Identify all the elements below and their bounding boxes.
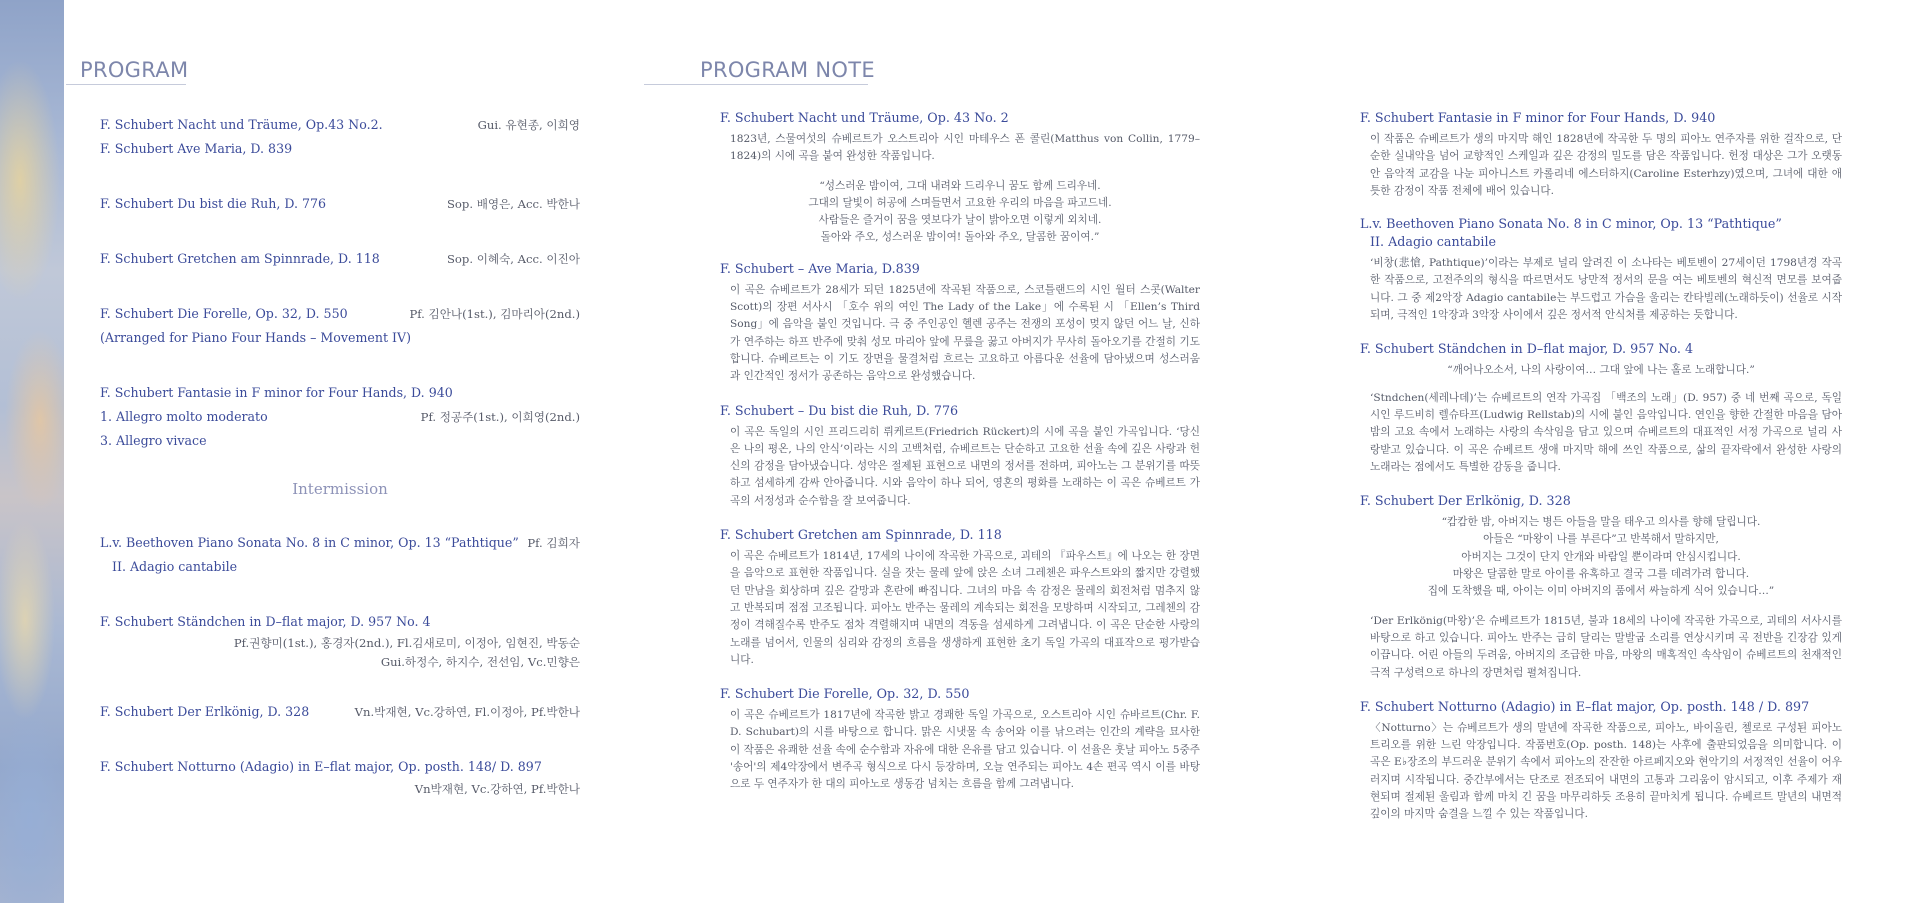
quote-line: 사람들은 즐거이 꿈을 엿보다가 날이 밝아오면 이렇게 외치네.	[818, 214, 1102, 227]
program-line	[100, 755, 580, 779]
program-note-heading: PROGRAM NOTE	[700, 58, 875, 82]
decorative-painting-strip	[0, 0, 64, 903]
program-title: F. Schubert Der Erlkönig, D. 328	[100, 704, 310, 719]
program-performer: Pf. 김안나(1st.), 김마리아(2nd.)	[409, 307, 580, 321]
program-performer: Pf.권향미(1st.), 홍경자(2nd.), Fl.김새로미, 이정아, 임현진, 박동순	[233, 636, 580, 650]
program-note-heading-rule	[644, 84, 868, 85]
note-title: F. Schubert Nacht und Träume, Op. 43 No. 2	[720, 110, 1009, 125]
program-line	[100, 700, 580, 724]
program-list	[100, 113, 580, 830]
note-body: ‘Der Erlkönig(마왕)’은 슈베르트가 1815년, 불과 18세의 나이에 작곡한 가곡으로, 괴테의 서사시를 바탕으로 하고 있습니다. 피아노 반주는 급히 달리는 말발굽 소리를 연상시키며 곡 전반을 긴장감 있게 이끕니다. 어린 아들의 두려움, 아버지의 조급한 마음, 마왕의 매혹적인 속삭임이 슈베르트의 천재적인 극적 구성력으로 하나의 장면처럼 펼쳐집니다.	[1370, 614, 1842, 679]
program-note-column-1	[720, 108, 1200, 809]
program-title: 1. Allegro molto moderato	[100, 409, 268, 424]
program-item	[100, 381, 580, 453]
program-line	[100, 405, 580, 429]
note-quote	[1360, 514, 1842, 600]
note-subtitle: II. Adagio cantabile	[1370, 234, 1497, 250]
program-heading-rule	[66, 84, 186, 85]
program-line	[100, 555, 580, 579]
program-line	[100, 113, 580, 137]
program-line	[100, 247, 580, 271]
program-title: II. Adagio cantabile	[112, 559, 238, 574]
note-title: F. Schubert Ständchen in D–flat major, D. 957 No. 4	[1360, 341, 1694, 357]
note-body: ‘Stndchen(세레나데)’는 슈베르트의 연작 가곡집 「백조의 노래」(D. 957) 중 네 번째 곡으로, 독일 시인 루드비히 렐슈타프(Ludwig Rellstab)의 시에 붙인 음악입니다. 연인을 향한 간절한 마음을 담아 밤의 고요 속에서 노래하는 사랑의 속삭임을 담고 있으며 슈베르트의 대표적인 서정 가곡으로 널리 사랑받고 있습니다. 이 곡은 슈베르트 생애 마지막 해에 쓰인 작품으로, 삶의 끝자락에서 완성한 사랑의 노래라는 점에서도 특별한 감동을 줍니다.	[1370, 391, 1842, 473]
program-title: 3. Allegro vivace	[100, 433, 207, 448]
note-body: 이 곡은 슈베르트가 28세가 되던 1825년에 작곡된 작품으로, 스코틀랜드의 시인 월터 스콧(Walter Scott)의 장편 서사시 「호수 위의 여인 The Lady of the Lake」에 수록된 시 「Ellen’s Third Song」에 음악을 붙인 것입니다. 극 중 주인공인 헬렌 공주는 전쟁의 포성이 멎지 않던 어느 날, 신하가 연주하는 하프 반주에 맞춰 성모 마리아 앞에 무릎을 꿇고 아버지가 무사히 돌아오기를 간절히 기도합니다. 슈베르트는 이 기도 장면을 물결처럼 흐르는 고요하고 아름다운 선율에 담아냈으며 성스러움과 인간적인 정서가 공존하는 음악으로 완성했습니다.	[730, 283, 1200, 383]
program-title: F. Schubert Nacht und Träume, Op.43 No.2.	[100, 117, 383, 132]
program-item	[100, 700, 580, 724]
program-performer: Pf. 정공주(1st.), 이희영(2nd.)	[420, 410, 580, 424]
note-title: F. Schubert Der Erlkönig, D. 328	[1360, 493, 1571, 509]
quote-line: 아버지는 그것이 단지 안개와 바람일 뿐이라며 안심시킵니다.	[1461, 550, 1741, 563]
program-title: F. Schubert Ave Maria, D. 839	[100, 141, 293, 156]
program-title: F. Schubert Notturno (Adagio) in E–flat major, Op. posth. 148/ D. 897	[100, 759, 542, 774]
program-performer: Gui.하정수, 하지수, 전선임, Vc.민향은	[380, 655, 580, 669]
program-performer: Sop. 배영은, Acc. 박한나	[446, 197, 580, 211]
program-line	[100, 610, 580, 634]
note-body: 이 곡은 슈베르트가 1814년, 17세의 나이에 작곡한 가곡으로, 괴테의 『파우스트』에 나오는 한 장면을 음악으로 표현한 작품입니다. 실을 잣는 물레 앞에 앉은 소녀 그레첸은 파우스트와의 짧지만 강렬했던 만남을 회상하며 깊은 갈망과 혼란에 빠집니다. 그녀의 마음 속 감정은 물레의 회전처럼 멈추지 않고 반복되며 점점 고조됩니다. 피아노 반주는 물레의 계속되는 회전을 모방하며 시작되고, 그레첸의 감정이 격해질수록 반주도 점차 격렬해지며 내면의 격동을 섬세하게 그려냅니다. 이 곡은 단순한 사랑의 노래를 넘어서, 인물의 심리와 감정의 흐름을 생생하게 표현한 초기 독일 가곡의 대표작으로 평가받습니다.	[730, 550, 1200, 666]
program-performer: Sop. 이혜숙, Acc. 이진아	[446, 252, 580, 266]
program-title: F. Schubert Fantasie in F minor for Four Hands, D. 940	[100, 385, 453, 400]
program-line	[100, 302, 580, 326]
program-title: F. Schubert Ständchen in D–flat major, D. 957 No. 4	[100, 614, 431, 629]
program-item	[100, 192, 580, 216]
note-body: ‘비창(悲愴, Pathtique)’이라는 부제로 널리 알려진 이 소나타는 베토벤이 27세이던 1798년경 작곡한 작품으로, 고전주의의 형식을 따르면서도 낭만적 정서의 문을 여는 베토벤의 혁신적 면모를 보여줍니다. 그 중 제2악장 Adagio cantabile는 부드럽고 가슴을 울리는 칸타빌레(노래하듯이) 선율로 시작되며, 극적인 1악장과 3악장 사이에서 깊은 정서적 안식처를 제공하는 듯합니다.	[1370, 257, 1842, 322]
note-quote: “깨어나오소서, 나의 사랑이여… 그대 앞에 나는 홀로 노래합니다.”	[1447, 364, 1755, 377]
quote-line: 마왕은 달콤한 말로 아이를 유혹하고 결국 그를 데려가려 합니다.	[1452, 568, 1750, 581]
program-line	[100, 326, 580, 350]
program-line	[100, 429, 580, 453]
program-title: F. Schubert Du bist die Ruh, D. 776	[100, 196, 327, 211]
quote-line: “성스러운 밤이여, 그대 내려와 드리우니 꿈도 함께 드리우네.	[819, 179, 1101, 192]
note-title: F. Schubert Notturno (Adagio) in E–flat major, Op. posth. 148 / D. 897	[1360, 698, 1810, 714]
program-item	[100, 302, 580, 350]
program-item	[100, 610, 580, 672]
quote-line: 집에 도착했을 때, 아이는 이미 아버지의 품에서 싸늘하게 식어 있습니다…”	[1427, 585, 1775, 598]
quote-line: 돌아와 주오, 성스러운 밤이여! 돌아와 주오, 달콤한 꿈이여.”	[820, 231, 1100, 244]
program-title: L.v. Beethoven Piano Sonata No. 8 in C minor, Op. 13 “Pathtique”	[100, 535, 519, 550]
note-body: 이 작품은 슈베르트가 생의 마지막 해인 1828년에 작곡한 두 명의 피아노 연주자를 위한 걸작으로, 단순한 실내악을 넘어 교향적인 스케일과 깊은 감정의 밀도를 담은 작품입니다. 헌정 대상은 그가 오랫동안 음악적 교감을 나눈 피아니스트 카롤리네 에스터하지(Caroline Esterhzy)였으며, 그녀에 대한 애틋한 감정이 작품 전체에 배어 있습니다.	[1370, 133, 1842, 197]
note-body: 1823년, 스물여섯의 슈베르트가 오스트리아 시인 마테우스 폰 콜린(Matthus von Collin, 1779–1824)의 시에 곡을 붙여 완성한 작품입니다.	[730, 133, 1200, 163]
program-item	[100, 113, 580, 161]
program-item	[100, 531, 580, 579]
program-performer: Gui. 유현종, 이희영	[477, 118, 580, 132]
note-body: 이 곡은 독일의 시인 프리드리히 뤼케르트(Friedrich Rückert)의 시에 곡을 붙인 가곡입니다. ‘당신은 나의 평온, 나의 안식’이라는 시의 고백처럼, 슈베르트는 단순하고 고요한 선율 속에 깊은 사랑과 헌신의 감정을 담아냈습니다. 성악은 절제된 표현으로 내면의 정서를 전하며, 피아노는 그 분위기를 따뜻하고 섬세하게 감싸 안아줍니다. 시와 음악이 하나 되어, 영혼의 평화를 노래하는 이 곡은 슈베르트 가곡의 서정성과 순수함을 잘 보여줍니다.	[730, 425, 1200, 507]
program-item	[100, 755, 580, 799]
program-line	[100, 137, 580, 161]
note-title: F. Schubert Die Forelle, Op. 32, D. 550	[720, 686, 970, 702]
program-title: F. Schubert Die Forelle, Op. 32, D. 550	[100, 306, 348, 321]
program-performer: Vn박재현, Vc.강하연, Pf.박한나	[414, 782, 580, 796]
program-title: F. Schubert Gretchen am Spinnrade, D. 118	[100, 251, 380, 266]
note-title: F. Schubert – Du bist die Ruh, D. 776	[720, 402, 959, 418]
program-line	[100, 192, 580, 216]
program-title: (Arranged for Piano Four Hands – Movement IV)	[100, 330, 412, 345]
program-performer: Pf. 김희자	[527, 536, 580, 550]
program-line	[100, 381, 580, 405]
quote-line: 아들은 “마왕이 나를 부른다”고 반복해서 말하지만,	[1483, 533, 1719, 546]
quote-line: “캄캄한 밤, 아버지는 병든 아들을 말을 태우고 의사를 향해 달립니다.	[1441, 516, 1761, 529]
note-body: 〈Notturno〉는 슈베르트가 생의 말년에 작곡한 작품으로, 피아노, 바이올린, 첼로로 구성된 피아노 트리오를 위한 느린 악장입니다. 작품번호(Op. posth. 148)는 사후에 출판되었음을 의미합니다. 이 곡은 E♭장조의 부드러운 분위기 속에서 피아노의 잔잔한 아르페지오와 현악기의 서정적인 선율이 어우러지며 시작됩니다. 중간부에서는 단조로 전조되어 내면의 고통과 그리움이 암시되고, 이후 주제가 재현되며 절제된 울림과 함께 마치 긴 꿈을 마무리하듯 조용히 끝마치게 됩니다. 슈베르트 말년의 내면적 깊이의 마지막 숨결을 느낄 수 있는 작품입니다.	[1370, 721, 1842, 821]
program-line	[100, 531, 580, 555]
note-body: 이 곡은 슈베르트가 1817년에 작곡한 밝고 경쾌한 독일 가곡으로, 오스트리아 시인 슈바르트(Chr. F. D. Schubart)의 시를 바탕으로 합니다. 맑은 시냇물 속 송어와 이를 낚으려는 인간의 계략을 묘사한 이 작품은 유쾌한 선율 속에 순수함과 자유에 대한 은유를 담고 있습니다. 이 선율은 훗날 피아노 5중주 '송어'의 제4악장에서 변주곡 형식으로 다시 등장하며, 오늘 연주되는 피아노 4손 편곡 역시 이를 바탕으로 두 연주자가 한 대의 피아노로 생동감 넘치는 흐름을 함께 그려냅니다.	[730, 709, 1200, 791]
program-heading: PROGRAM	[80, 58, 189, 82]
program-item	[100, 247, 580, 271]
note-quote	[720, 178, 1200, 247]
note-title: F. Schubert Gretchen am Spinnrade, D. 118	[720, 527, 1002, 543]
program-performer: Vn.박재현, Vc.강하연, Fl.이정아, Pf.박한나	[354, 705, 580, 719]
note-title: F. Schubert Fantasie in F minor for Four Hands, D. 940	[1360, 110, 1716, 125]
program-note-column-2	[1360, 108, 1842, 839]
note-title: L.v. Beethoven Piano Sonata No. 8 in C minor, Op. 13 “Pathtique”	[1360, 216, 1782, 232]
intermission-label: Intermission	[292, 480, 388, 498]
note-title: F. Schubert – Ave Maria, D.839	[720, 260, 920, 276]
quote-line: 그대의 달빛이 허공에 스며들면서 고요한 우리의 마음을 파고드네.	[808, 196, 1112, 209]
